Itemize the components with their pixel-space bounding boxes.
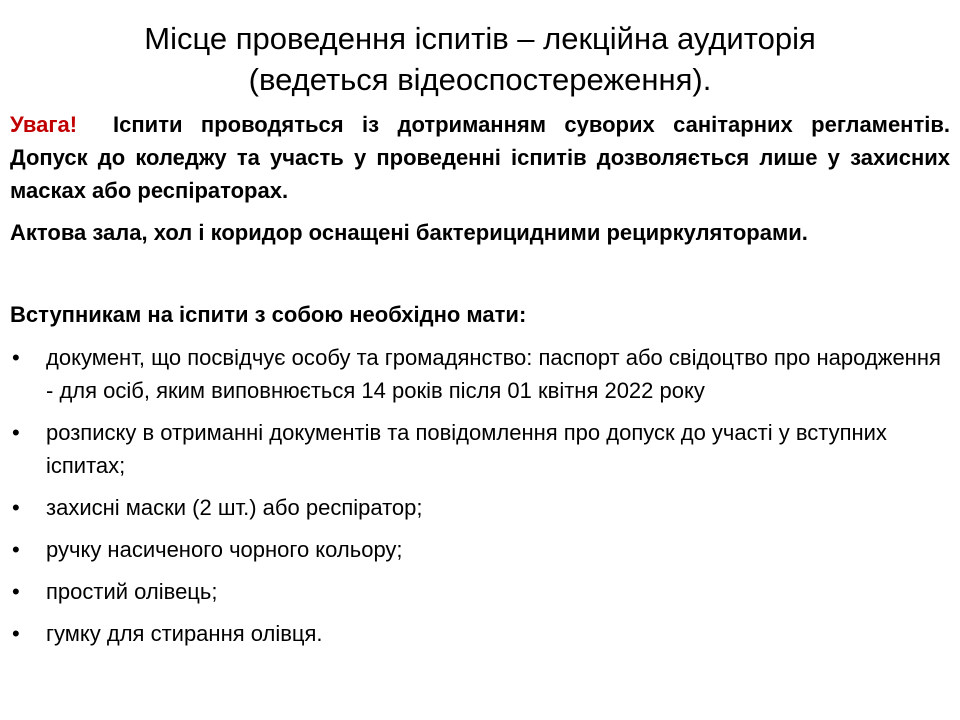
requirement-text: захисні маски (2 шт.) або респіратор; [46,495,423,520]
slide-title-line-1: Місце проведення іспитів – лекційна аудиторія [144,21,816,56]
notice-paragraph [10,108,950,207]
bullet-icon: • [12,537,20,562]
requirement-text: простий олівець; [46,579,218,604]
requirement-item [10,341,950,407]
spacer [10,258,950,298]
requirement-item [10,416,950,482]
requirement-item [10,533,950,566]
requirements-intro: Вступникам на іспити з собою необхідно мати: [10,302,527,327]
requirement-text: гумку для стирання олівця. [46,621,323,646]
slide-title-line-2: (ведеться відеоспостереження). [248,62,712,97]
bullet-icon: • [12,420,20,445]
notice-label: Увага! [10,112,78,137]
requirement-text: документ, що посвідчує особу та громадянство: паспорт або свідоцтво про народження - для осіб, яким виповнюється 14 років після 01 квітня 2022 року [46,345,941,403]
requirements-list [10,341,950,650]
bullet-icon: • [12,495,20,520]
requirement-item [10,617,950,650]
requirement-text: ручку насиченого чорного кольору; [46,537,403,562]
slide-body [10,108,950,659]
bullet-icon: • [12,345,20,370]
notice-text: Іспити проводяться із дотриманням суворих санітарних регламентів. Допуск до коледжу та участь у проведенні іспитів дозволяється лише у захисних масках або респіраторах. [10,112,950,203]
bullet-icon: • [12,579,20,604]
requirement-item [10,491,950,524]
slide-title [40,18,920,100]
requirement-text: розписку в отриманні документів та повідомлення про допуск до участі у вступних іспитах; [46,420,887,478]
requirement-item [10,575,950,608]
hall-note-paragraph: Актова зала, хол і коридор оснащені бактерицидними рециркуляторами. [10,220,808,245]
bullet-icon: • [12,621,20,646]
